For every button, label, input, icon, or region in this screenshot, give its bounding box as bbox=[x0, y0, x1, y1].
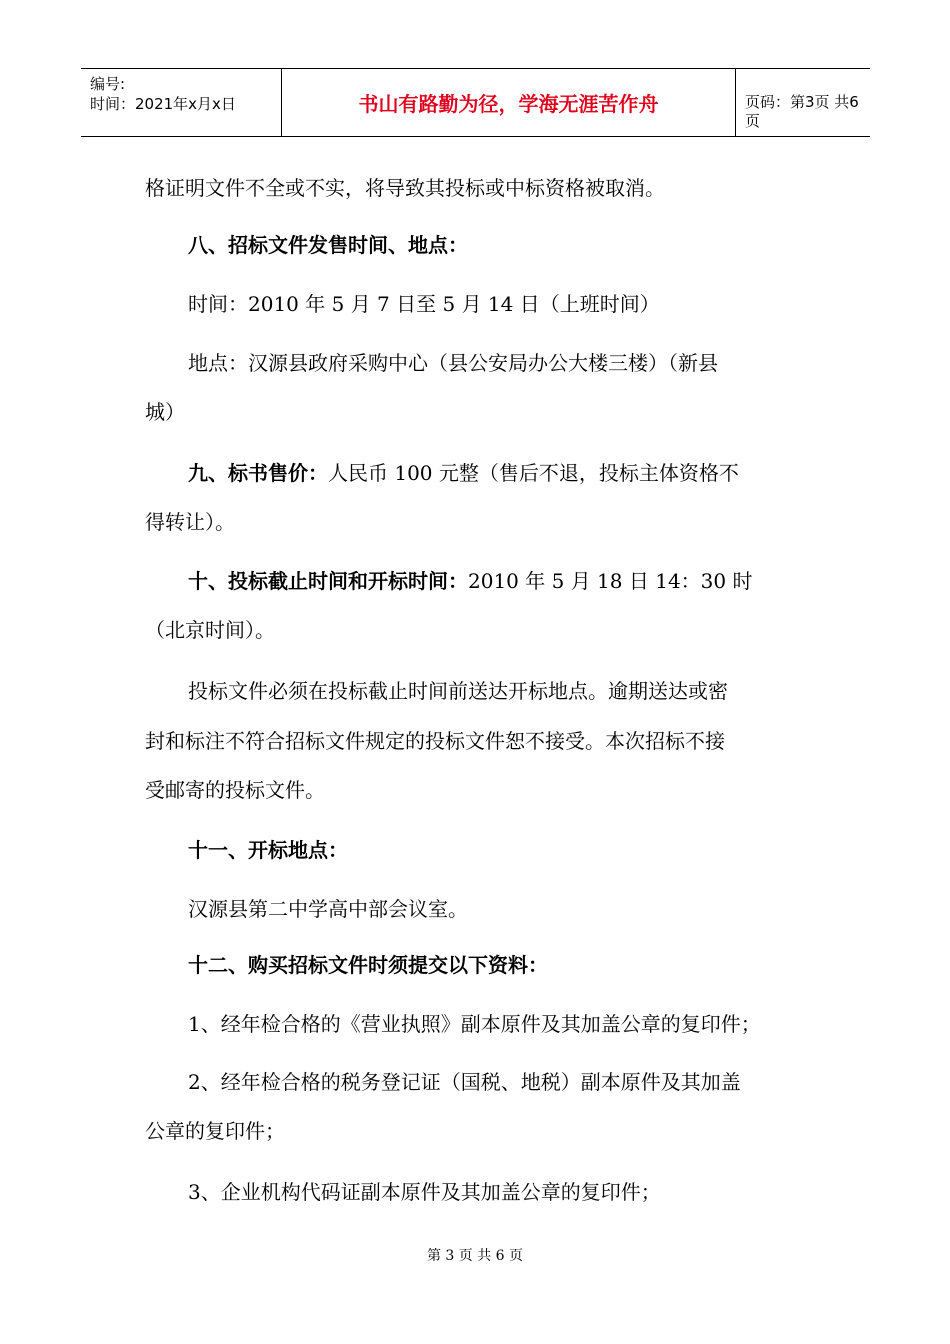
section-heading-9-title: 九、标书售价： bbox=[188, 461, 328, 485]
document-number-label: 编号: bbox=[90, 75, 126, 93]
sale-location-line-cont: 城） bbox=[145, 400, 185, 424]
paragraph-line: 格证明文件不全或不实，将导致其投标或中标资格被取消。 bbox=[145, 176, 665, 200]
paragraph-line: （北京时间）。 bbox=[145, 618, 275, 642]
header-page-number: 页码：第3页 共6页 bbox=[745, 93, 859, 130]
paragraph-line: 封和标注不符合招标文件规定的投标文件恕不接受。本次招标不接 bbox=[145, 729, 725, 753]
list-item: 3、企业机构代码证副本原件及其加盖公章的复印件； bbox=[188, 1180, 661, 1204]
paragraph-line: 投标文件必须在投标截止时间前送达开标地点。逾期送达或密 bbox=[188, 679, 728, 703]
section-heading-10-title: 十、投标截止时间和开标时间： bbox=[188, 569, 468, 593]
section-heading-10 bbox=[188, 568, 752, 594]
page-header bbox=[81, 68, 870, 137]
document-time-label: 时间：2021年x月x日 bbox=[90, 95, 236, 113]
section-heading-11: 十一、开标地点： bbox=[188, 838, 348, 862]
paragraph-line: 得转让）。 bbox=[145, 510, 235, 534]
header-page-cell bbox=[735, 69, 870, 136]
paragraph-line: 汉源县第二中学高中部会议室。 bbox=[188, 897, 468, 921]
section-heading-9 bbox=[188, 460, 739, 486]
list-item-cont: 公章的复印件； bbox=[145, 1119, 285, 1143]
header-info-cell bbox=[81, 69, 281, 136]
list-item: 2、经年检合格的税务登记证（国税、地税）副本原件及其加盖 bbox=[188, 1070, 741, 1094]
section-heading-10-text: 2010 年 5 月 18 日 14：30 时 bbox=[468, 569, 753, 593]
section-heading-8: 八、招标文件发售时间、地点： bbox=[188, 233, 468, 257]
section-heading-9-text: 人民币 100 元整（售后不退，投标主体资格不 bbox=[328, 461, 739, 485]
section-heading-12: 十二、购买招标文件时须提交以下资料： bbox=[188, 953, 548, 977]
paragraph-line: 受邮寄的投标文件。 bbox=[145, 778, 325, 802]
page-footer: 第 3 页 共 6 页 bbox=[426, 1248, 524, 1264]
header-motto-cell bbox=[281, 69, 736, 136]
sale-time-line: 时间：2010 年 5 月 7 日至 5 月 14 日（上班时间） bbox=[188, 292, 660, 316]
sale-location-line: 地点：汉源县政府采购中心（县公安局办公大楼三楼）（新县 bbox=[188, 351, 718, 375]
header-motto: 书山有路勤为径，学海无涯苦作舟 bbox=[358, 92, 659, 116]
list-item: 1、经年检合格的《营业执照》副本原件及其加盖公章的复印件； bbox=[188, 1012, 761, 1036]
